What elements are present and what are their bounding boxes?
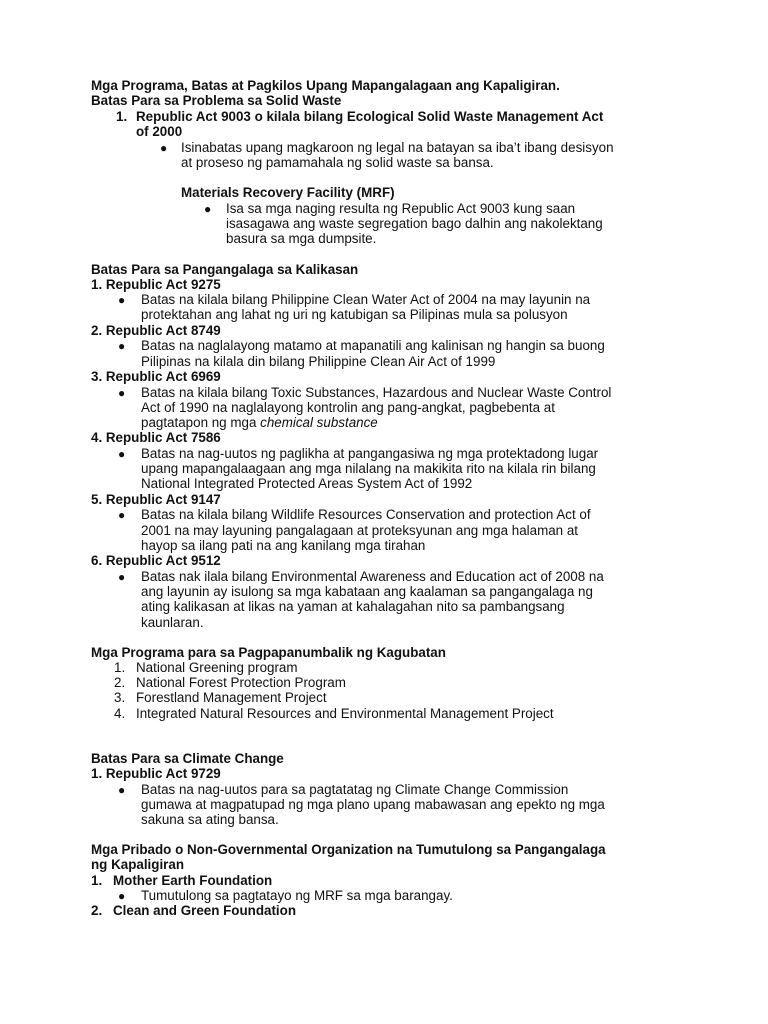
ra6969-desc-cont [141, 415, 378, 431]
mrf-heading: Materials Recovery Facility (MRF) [181, 185, 395, 200]
bullet-icon: ● [118, 889, 126, 903]
program-item: Forestland Management Project [136, 690, 327, 705]
ra9147-title: 5. Republic Act 9147 [91, 492, 221, 507]
ra9729-title: 1. Republic Act 9729 [91, 766, 221, 781]
bullet-icon: ● [118, 508, 126, 522]
mrf-desc-cont: isasagawa ang waste segregation bago dalhin ang nakolektang [226, 216, 603, 231]
ra9147-desc-cont: 2001 na may layuning pangalagaan at proteksyunan ang mga halaman at [141, 523, 579, 538]
bullet-icon: ● [118, 570, 126, 584]
ra9147-desc: Batas na kilala bilang Wildlife Resources Conservation and protection Act of [141, 507, 591, 522]
ngo-heading-cont: ng Kapaligiran [91, 857, 185, 872]
ra6969-desc-text: pagtatapon ng mga [141, 415, 261, 430]
list-number: 2. [114, 675, 126, 690]
ra7586-desc-cont: National Integrated Protected Areas System Act of 1992 [141, 476, 473, 491]
list-number: 3. [114, 690, 126, 705]
list-number: 4. [114, 706, 126, 721]
program-item: National Forest Protection Program [136, 675, 346, 690]
kalikasan-heading: Batas Para sa Pangangalaga sa Kalikasan [91, 262, 359, 277]
ngo-org-desc: Tumutulong sa pagtatayo ng MRF sa mga barangay. [141, 888, 453, 903]
ra9512-desc: Batas nak ilala bilang Environmental Awareness and Education act of 2008 na [141, 569, 604, 584]
ra7586-desc-cont: upang mapangalaagaan ang mga nilalang na makikita rito na kilala rin bilang [141, 461, 596, 476]
ra9275-desc-cont: protektahan ang lahat ng uri ng katubigan sa Pilipinas mula sa polusyon [141, 307, 568, 322]
ra6969-desc-italic: chemical substance [260, 415, 378, 430]
bullet-icon: ● [118, 386, 126, 400]
ra7586-desc: Batas na nag-uutos ng paglikha at pangangasiwa ng mga protektadong lugar [141, 446, 599, 461]
list-number: 1. [114, 660, 126, 675]
ra9512-desc-cont: ang layunin ay isulong sa mga kabataan ang kaalaman sa pangangalaga ng [141, 584, 593, 599]
ra9003-desc: Isinabatas upang magkaroon ng legal na batayan sa iba’t ibang desisyon [181, 140, 614, 155]
mrf-desc: Isa sa mga naging resulta ng Republic Act 9003 kung saan [226, 201, 576, 216]
ra9512-title: 6. Republic Act 9512 [91, 553, 221, 568]
ra9003-title: Republic Act 9003 o kilala bilang Ecological Solid Waste Management Act [136, 109, 604, 124]
document-title: Mga Programa, Batas at Pagkilos Upang Mapangalagaan ang Kapaligiran. [91, 78, 560, 93]
ra9003-desc-cont: at proseso ng pamamahala ng solid waste sa bansa. [181, 155, 494, 170]
ra9003-title-cont: of 2000 [136, 124, 183, 139]
climate-heading: Batas Para sa Climate Change [91, 751, 284, 766]
bullet-icon: ● [204, 202, 212, 216]
bullet-icon: ● [118, 293, 126, 307]
ra9275-desc: Batas na kilala bilang Philippine Clean Water Act of 2004 na may layunin na [141, 292, 591, 307]
programs-heading: Mga Programa para sa Pagpapanumbalik ng Kagubatan [91, 645, 446, 660]
program-item: National Greening program [136, 660, 298, 675]
ra6969-desc-cont: Act of 1990 na naglalayong kontrolin ang pang-angkat, pagbebenta at [141, 400, 555, 415]
bullet-icon: ● [118, 339, 126, 353]
ra9512-desc-cont: kaunlaran. [141, 615, 204, 630]
ra6969-desc: Batas na kilala bilang Toxic Substances, Hazardous and Nuclear Waste Control [141, 385, 612, 400]
ra8749-desc: Batas na naglalayong matamo at mapanatili ang kalinisan ng hangin sa buong [141, 338, 605, 353]
bullet-icon: ● [118, 783, 126, 797]
ngo-org-name: Mother Earth Foundation [113, 873, 273, 888]
ngo-heading: Mga Pribado o Non-Governmental Organization na Tumutulong sa Pangangalaga [91, 842, 606, 857]
bullet-icon: ● [160, 141, 168, 155]
program-item: Integrated Natural Resources and Environmental Management Project [136, 706, 554, 721]
ra8749-desc-cont: Pilipinas na kilala din bilang Philippine Clean Air Act of 1999 [141, 354, 496, 369]
ra7586-title: 4. Republic Act 7586 [91, 430, 221, 445]
solid-waste-heading: Batas Para sa Problema sa Solid Waste [91, 93, 342, 108]
mrf-desc-cont: basura sa mga dumpsite. [226, 231, 377, 246]
ra9147-desc-cont: hayop sa ilang pati na ang kanilang mga tirahan [141, 538, 426, 553]
ra8749-title: 2. Republic Act 8749 [91, 323, 221, 338]
ra9729-desc-cont: gumawa at magpatupad ng mga plano upang mabawasan ang epekto ng mga [141, 797, 605, 812]
ra9729-desc: Batas na nag-uutos para sa pagtatatag ng Climate Change Commission [141, 782, 569, 797]
ra9275-title: 1. Republic Act 9275 [91, 277, 221, 292]
ngo-org-name: Clean and Green Foundation [113, 903, 297, 918]
ra6969-title: 3. Republic Act 6969 [91, 369, 221, 384]
bullet-icon: ● [118, 447, 126, 461]
list-number: 2. [91, 903, 103, 918]
list-number: 1. [91, 873, 103, 888]
ra9729-desc-cont: sakuna sa ating bansa. [141, 812, 279, 827]
list-number: 1. [116, 109, 128, 124]
ra9512-desc-cont: ating kalikasan at likas na yaman at kahalagahan nito sa pambangsang [141, 599, 565, 614]
